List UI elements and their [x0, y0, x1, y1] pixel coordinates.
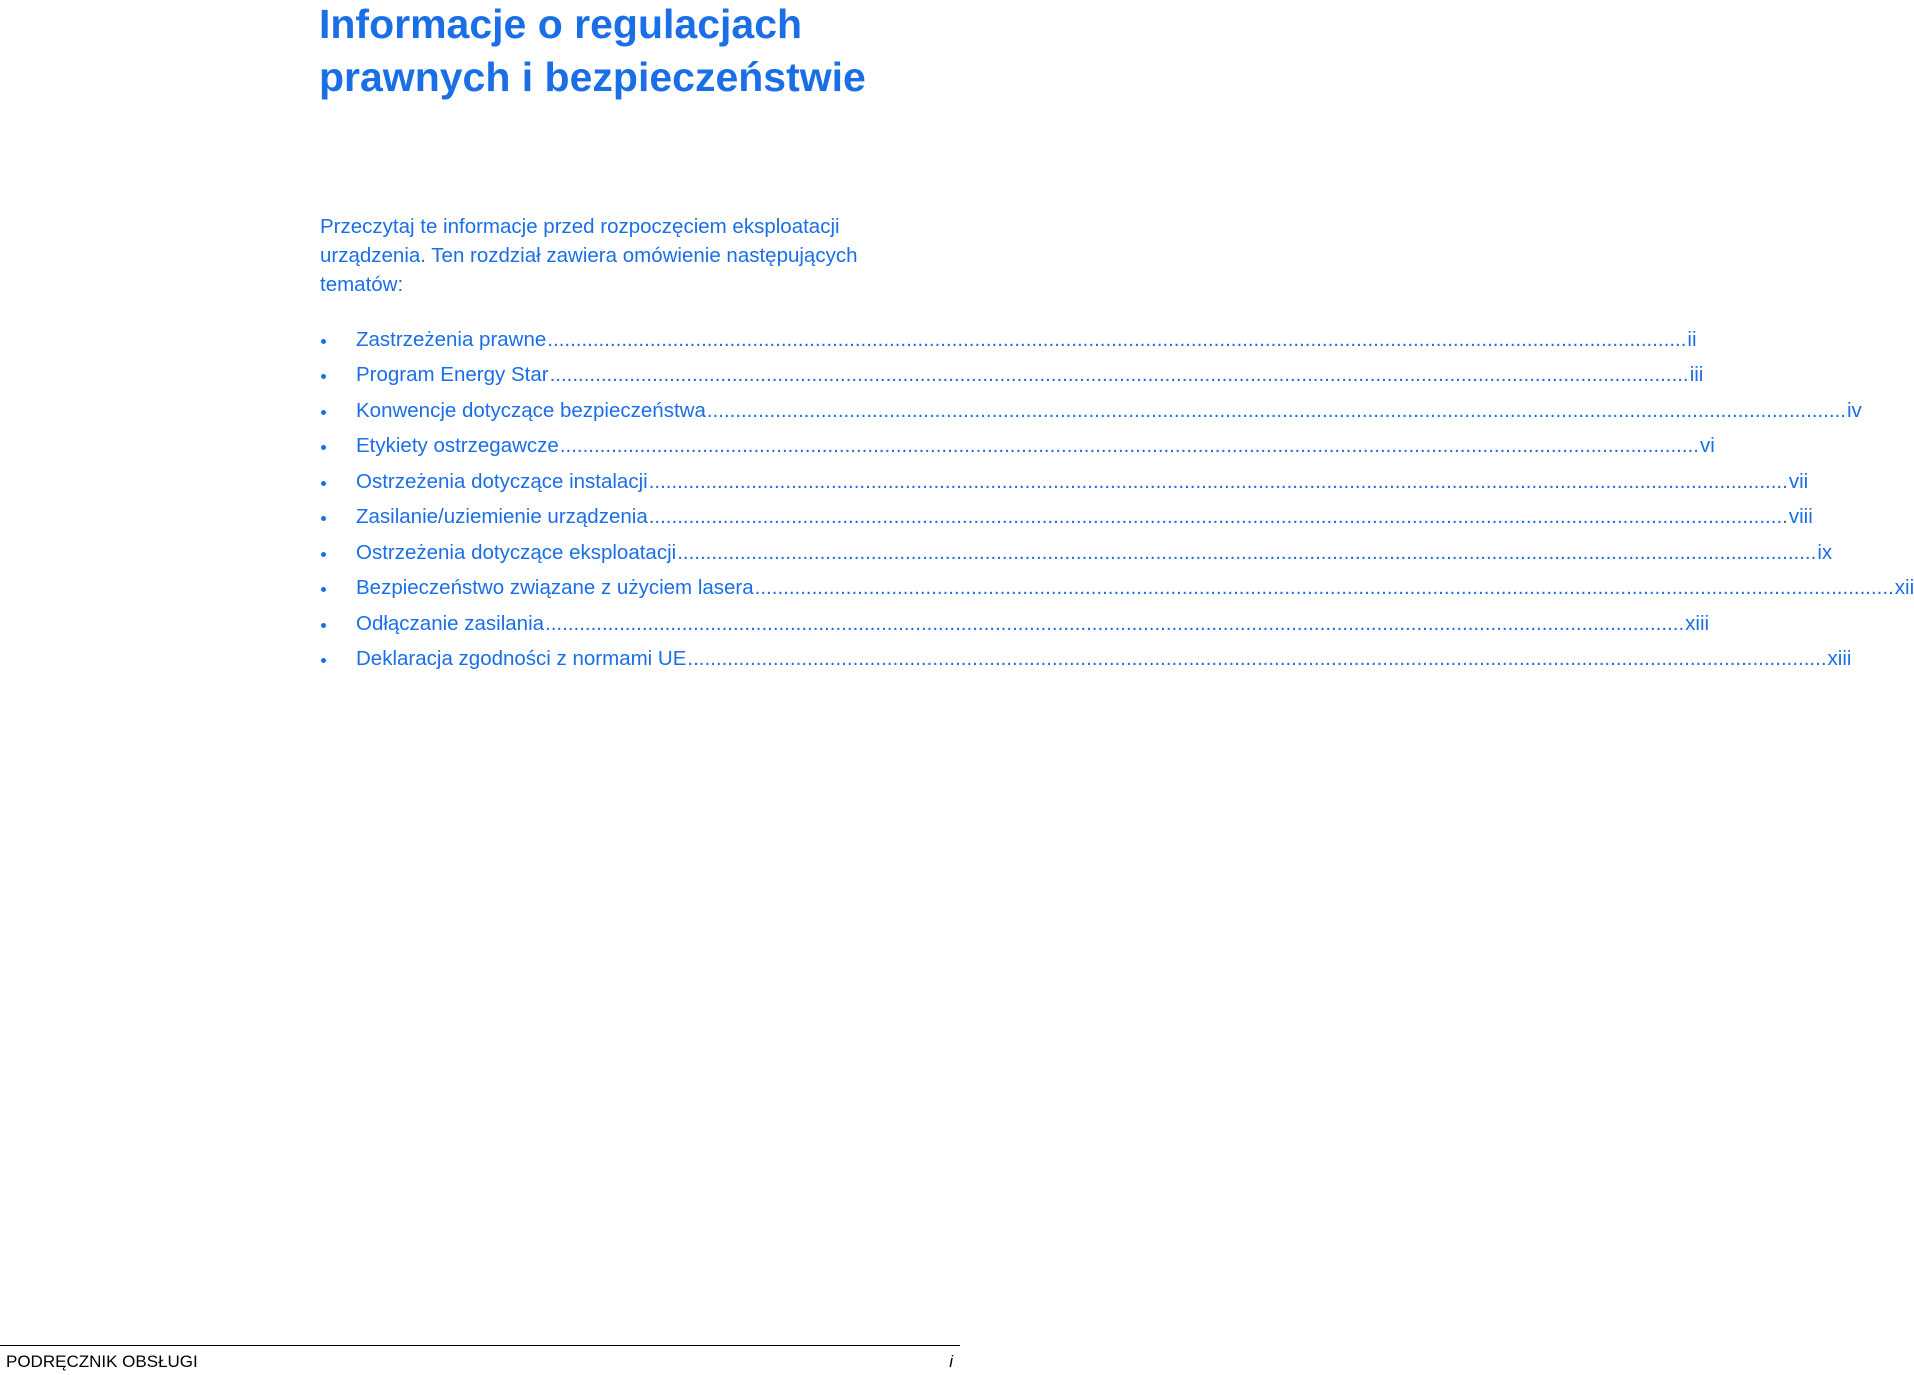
page-title-line-1: Informacje o regulacjach — [319, 1, 803, 47]
dot-leader: ........................................................................................................................................................................................................ — [547, 327, 1687, 351]
toc-item-warning-labels[interactable] — [320, 429, 1715, 465]
bullet-icon — [321, 410, 326, 415]
toc-item-laser-safety[interactable] — [320, 571, 1914, 607]
footer-page-number: i — [949, 1352, 953, 1371]
toc-item-safety-conventions[interactable] — [320, 393, 1862, 429]
toc-item-eu-declaration[interactable] — [320, 642, 1852, 678]
toc-item-page: iv — [1846, 398, 1862, 422]
dot-leader: ........................................................................................................................................................................................................ — [549, 363, 1689, 387]
toc-item-label: Etykiety ostrzegawcze — [356, 434, 559, 458]
bullet-icon — [321, 552, 326, 557]
bullet-icon — [321, 374, 326, 379]
toc-item-page: vi — [1699, 434, 1715, 458]
dot-leader: ........................................................................................................................................................................................................ — [545, 611, 1685, 635]
dot-leader: ........................................................................................................................................................................................................ — [648, 505, 1788, 529]
toc-item-page: iii — [1689, 363, 1704, 387]
intro-line-3: tematów: — [320, 273, 404, 296]
bullet-icon — [321, 623, 326, 628]
dot-leader: ........................................................................................................................................................................................................ — [559, 434, 1699, 458]
dot-leader: ........................................................................................................................................................................................................ — [648, 469, 1788, 493]
toc-item-page: vii — [1788, 469, 1809, 493]
toc-item-label: Konwencje dotyczące bezpieczeństwa — [356, 398, 706, 422]
toc-item-label: Zasilanie/uziemienie urządzenia — [356, 505, 648, 529]
toc-item-label: Deklaracja zgodności z normami UE — [356, 647, 687, 671]
toc-item-label: Ostrzeżenia dotyczące eksploatacji — [356, 540, 677, 564]
toc-item-label: Zastrzeżenia prawne — [356, 327, 547, 351]
footer-divider — [0, 1345, 960, 1346]
toc-item-disconnecting-power[interactable] — [320, 606, 1710, 642]
toc-item-label: Bezpieczeństwo związane z użyciem lasera — [356, 576, 754, 600]
table-of-contents — [320, 322, 1914, 677]
toc-item-label: Program Energy Star — [356, 363, 549, 387]
toc-item-power-grounding[interactable] — [320, 500, 1813, 536]
page-title-line-2: prawnych i bezpieczeństwie — [319, 54, 866, 100]
toc-item-page: xiii — [1827, 647, 1852, 671]
toc-item-label: Ostrzeżenia dotyczące instalacji — [356, 469, 648, 493]
intro-line-1: Przeczytaj te informacje przed rozpoczęciem eksploatacji — [320, 215, 840, 238]
bullet-icon — [321, 658, 326, 663]
toc-item-page: ix — [1817, 540, 1833, 564]
bullet-icon — [321, 339, 326, 344]
bullet-icon — [321, 516, 326, 521]
bullet-icon — [321, 445, 326, 450]
dot-leader: ........................................................................................................................................................................................................ — [754, 576, 1894, 600]
toc-item-installation-warnings[interactable] — [320, 464, 1809, 500]
toc-item-page: xii — [1894, 576, 1914, 600]
dot-leader: ........................................................................................................................................................................................................ — [706, 398, 1846, 422]
toc-item-page: ii — [1687, 327, 1697, 351]
toc-item-operation-warnings[interactable] — [320, 535, 1833, 571]
intro-line-2: urządzenia. Ten rozdział zawiera omówienie następujących — [320, 244, 858, 267]
footer-manual-title: PODRĘCZNIK OBSŁUGI — [6, 1352, 198, 1371]
dot-leader: ........................................................................................................................................................................................................ — [687, 647, 1827, 671]
toc-item-energy-star[interactable] — [320, 358, 1704, 394]
intro-paragraph — [320, 212, 950, 299]
page-title — [319, 0, 954, 104]
toc-item-page: viii — [1788, 505, 1813, 529]
toc-item-page: xiii — [1685, 611, 1710, 635]
bullet-icon — [321, 587, 326, 592]
bullet-icon — [321, 481, 326, 486]
toc-item-label: Odłączanie zasilania — [356, 611, 545, 635]
dot-leader: ........................................................................................................................................................................................................ — [677, 540, 1817, 564]
toc-item-legal-notices[interactable] — [320, 322, 1697, 358]
